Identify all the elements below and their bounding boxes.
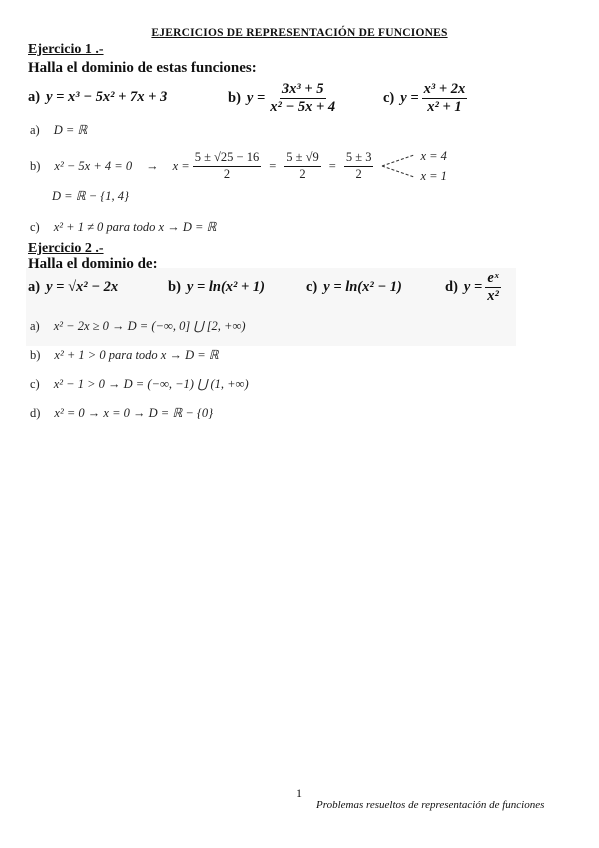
problem-lhs: y = [400, 90, 419, 107]
exercise-2-prompt: Halla el dominio de: [28, 256, 158, 272]
solution-text: x² = 0 → x = 0 → D = ℝ − {0} [54, 406, 214, 420]
ex1-solution-a [30, 122, 87, 138]
problem-expression: y = ln(x² − 1) [323, 279, 402, 295]
exercise-2-heading: Ejercicio 2 .- [28, 241, 104, 256]
fraction [193, 151, 262, 180]
problem-lhs: y = [246, 90, 266, 107]
root-branch [380, 146, 446, 186]
exercise-1-heading: Ejercicio 1 .- [28, 42, 104, 57]
solution-label: c) [30, 376, 40, 391]
fraction-numerator: eˣ [485, 271, 500, 288]
ex1-solution-b [30, 146, 447, 186]
ex1-problem-a [28, 89, 167, 106]
solution-equation: x² − 5x + 4 = 0 [54, 158, 133, 173]
problem-expression: x³ − 5x² + 7x + 3 [68, 89, 168, 105]
fraction-numerator: 3x³ + 5 [280, 82, 326, 99]
fraction-numerator: x³ + 2x [422, 82, 468, 99]
fraction-denominator: 2 [299, 166, 306, 181]
solution-text: D = ℝ [53, 123, 88, 137]
fraction [422, 82, 468, 115]
problem-lhs: y = [463, 279, 483, 296]
fraction-denominator: x² + 1 [427, 99, 462, 116]
solution-x-equals: x = [172, 158, 190, 173]
ex2-problem-d [445, 271, 504, 304]
ex2-problem-c [306, 279, 402, 296]
fraction [485, 271, 501, 304]
problem-label: a) [28, 89, 41, 105]
solution-label: a) [30, 318, 40, 333]
fraction [268, 82, 337, 115]
solution-label: d) [30, 405, 41, 420]
fraction-denominator: 2 [355, 166, 362, 181]
problem-lhs: y = [46, 89, 65, 105]
ex2-problem-b [168, 279, 265, 296]
solution-text: x² − 2x ≥ 0 → D = (−∞, 0] ⋃ [2, +∞) [53, 319, 246, 333]
ex2-solution-a [30, 318, 246, 334]
problem-label: d) [445, 279, 458, 296]
solution-label: c) [30, 219, 40, 234]
problem-label: c) [383, 90, 395, 107]
page-title: EJERCICIOS DE REPRESENTACIÓN DE FUNCIONES [151, 27, 448, 39]
fraction [344, 151, 374, 180]
fraction-numerator: 5 ± 3 [344, 151, 374, 166]
problem-label: b) [168, 279, 181, 295]
fraction-numerator: 5 ± √9 [284, 151, 320, 166]
footer-text: Problemas resueltos de representación de funciones [316, 799, 545, 811]
ex1-problem-b [228, 82, 340, 115]
ex1-problem-c [383, 82, 470, 115]
fraction-denominator: 2 [223, 166, 231, 181]
exercise-1-prompt: Halla el dominio de estas funciones: [28, 60, 257, 76]
root-value: x = 4 [420, 149, 447, 163]
solution-label: a) [30, 122, 40, 137]
equals-sign: = [269, 158, 277, 173]
problem-expression: y = ln(x² + 1) [186, 279, 265, 295]
fraction [284, 151, 320, 180]
ex2-solution-c [30, 376, 249, 392]
ex2-solution-d [30, 405, 213, 421]
ex1-solution-b-domain [52, 188, 129, 204]
ex2-problem-a [28, 279, 118, 296]
fraction-denominator: x² [487, 288, 499, 305]
problem-label: a) [28, 279, 41, 295]
page-number: 1 [296, 786, 302, 800]
problem-label: c) [306, 279, 318, 295]
ex2-solution-b [30, 347, 219, 363]
root-value: x = 1 [420, 169, 447, 183]
problem-label: b) [228, 90, 241, 107]
solution-label: b) [30, 347, 41, 362]
equals-sign: = [328, 158, 336, 173]
arrow-icon: → [146, 158, 159, 173]
solution-text: x² + 1 ≠ 0 para todo x → D = ℝ [53, 220, 217, 234]
fraction-denominator: x² − 5x + 4 [270, 99, 336, 116]
problem-expression: y = √x² − 2x [46, 279, 119, 295]
solution-text: x² − 1 > 0 → D = (−∞, −1) ⋃ (1, +∞) [53, 377, 249, 391]
solution-text: x² + 1 > 0 para todo x → D = ℝ [54, 348, 219, 362]
branch-lines-icon [380, 151, 416, 181]
solution-label: b) [30, 158, 41, 173]
fraction-numerator: 5 ± √25 − 16 [193, 151, 262, 166]
solution-domain: D = ℝ − {1, 4} [52, 189, 130, 203]
ex1-solution-c [30, 219, 216, 235]
